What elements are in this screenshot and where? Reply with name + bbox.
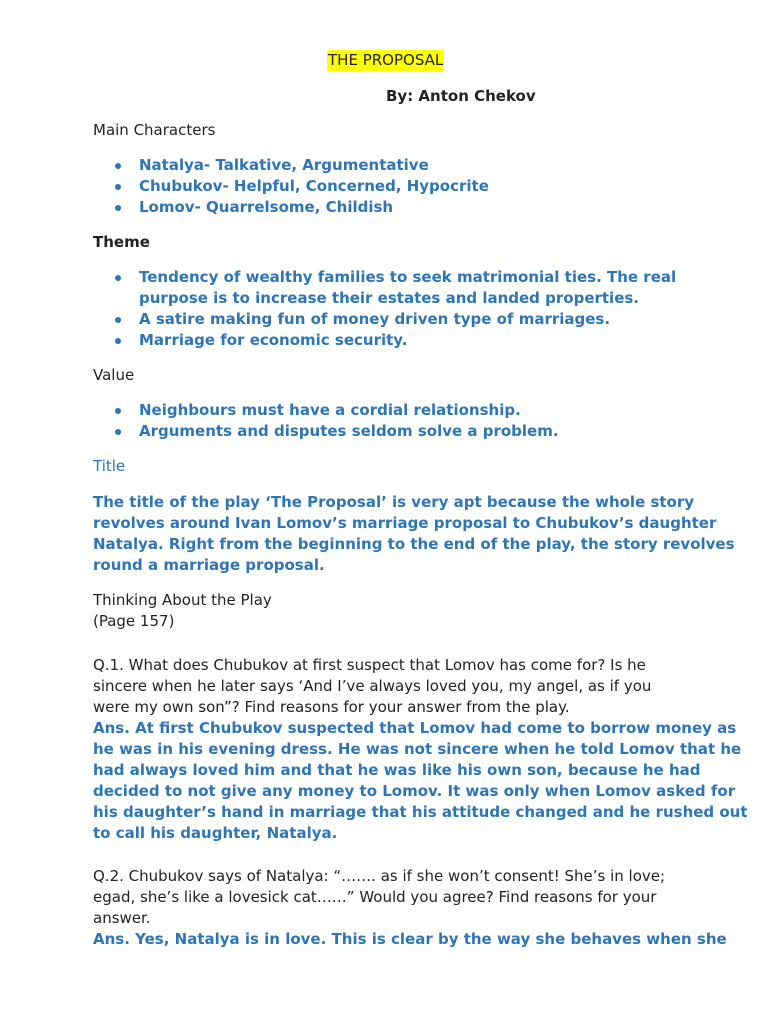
bullet — [115, 184, 121, 190]
question-line: were my own son”? Find reasons for your answer from the play. — [93, 698, 570, 716]
value-heading: Value — [93, 366, 135, 384]
bullet — [115, 275, 121, 281]
question-line: answer. — [93, 909, 151, 927]
answer-line: Ans. Yes, Natalya is in love. This is clear by the way she behaves when she — [93, 930, 727, 948]
value-item: Arguments and disputes seldom solve a problem. — [139, 422, 559, 440]
character-item: Chubukov- Helpful, Concerned, Hypocrite — [139, 177, 489, 195]
bullet — [115, 408, 121, 414]
document-title: THE PROPOSAL — [328, 51, 444, 69]
bullet — [115, 338, 121, 344]
title-paragraph-line: revolves around Ivan Lomov’s marriage proposal to Chubukov’s daughter — [93, 514, 717, 532]
thinking-heading: Thinking About the Play — [93, 591, 272, 609]
theme-item: Tendency of wealthy families to seek matrimonial ties. The real — [139, 268, 677, 286]
bullet — [115, 163, 121, 169]
theme-item: A satire making fun of money driven type of marriages. — [139, 310, 611, 328]
thinking-page: (Page 157) — [93, 612, 175, 630]
characters-heading: Main Characters — [93, 121, 216, 139]
bullet — [115, 205, 121, 211]
title-heading: Title — [93, 457, 126, 475]
title-paragraph-line: The title of the play ‘The Proposal’ is very apt because the whole story — [93, 493, 695, 511]
answer-line: Ans. At first Chubukov suspected that Lomov had come to borrow money as — [93, 719, 737, 737]
title-paragraph-line: round a marriage proposal. — [93, 556, 325, 574]
theme-item: Marriage for economic security. — [139, 331, 408, 349]
theme-heading: Theme — [93, 233, 150, 251]
character-item: Lomov- Quarrelsome, Childish — [139, 198, 394, 216]
question-line: sincere when he later says ‘And I’ve always loved you, my angel, as if you — [93, 677, 652, 695]
answer-line: to call his daughter, Natalya. — [93, 824, 338, 842]
question-line: Q.1. What does Chubukov at first suspect that Lomov has come for? Is he — [93, 656, 646, 674]
answer-line: his daughter’s hand in marriage that his attitude changed and he rushed out — [93, 803, 748, 821]
theme-item-continued: purpose is to increase their estates and landed properties. — [139, 289, 640, 307]
character-item: Natalya- Talkative, Argumentative — [139, 156, 429, 174]
bullet — [115, 317, 121, 323]
bullet — [115, 429, 121, 435]
title-paragraph-line: Natalya. Right from the beginning to the end of the play, the story revolves — [93, 535, 735, 553]
question-line: egad, she’s like a lovesick cat……” Would you agree? Find reasons for your — [93, 888, 657, 906]
answer-line: decided to not give any money to Lomov. It was only when Lomov asked for — [93, 782, 736, 800]
answer-line: he was in his evening dress. He was not sincere when he told Lomov that he — [93, 740, 742, 758]
value-item: Neighbours must have a cordial relationship. — [139, 401, 521, 419]
author-line: By: Anton Chekov — [386, 87, 536, 105]
answer-line: had always loved him and that he was like his own son, because he had — [93, 761, 701, 779]
question-line: Q.2. Chubukov says of Natalya: “……. as if she won’t consent! She’s in love; — [93, 867, 666, 885]
